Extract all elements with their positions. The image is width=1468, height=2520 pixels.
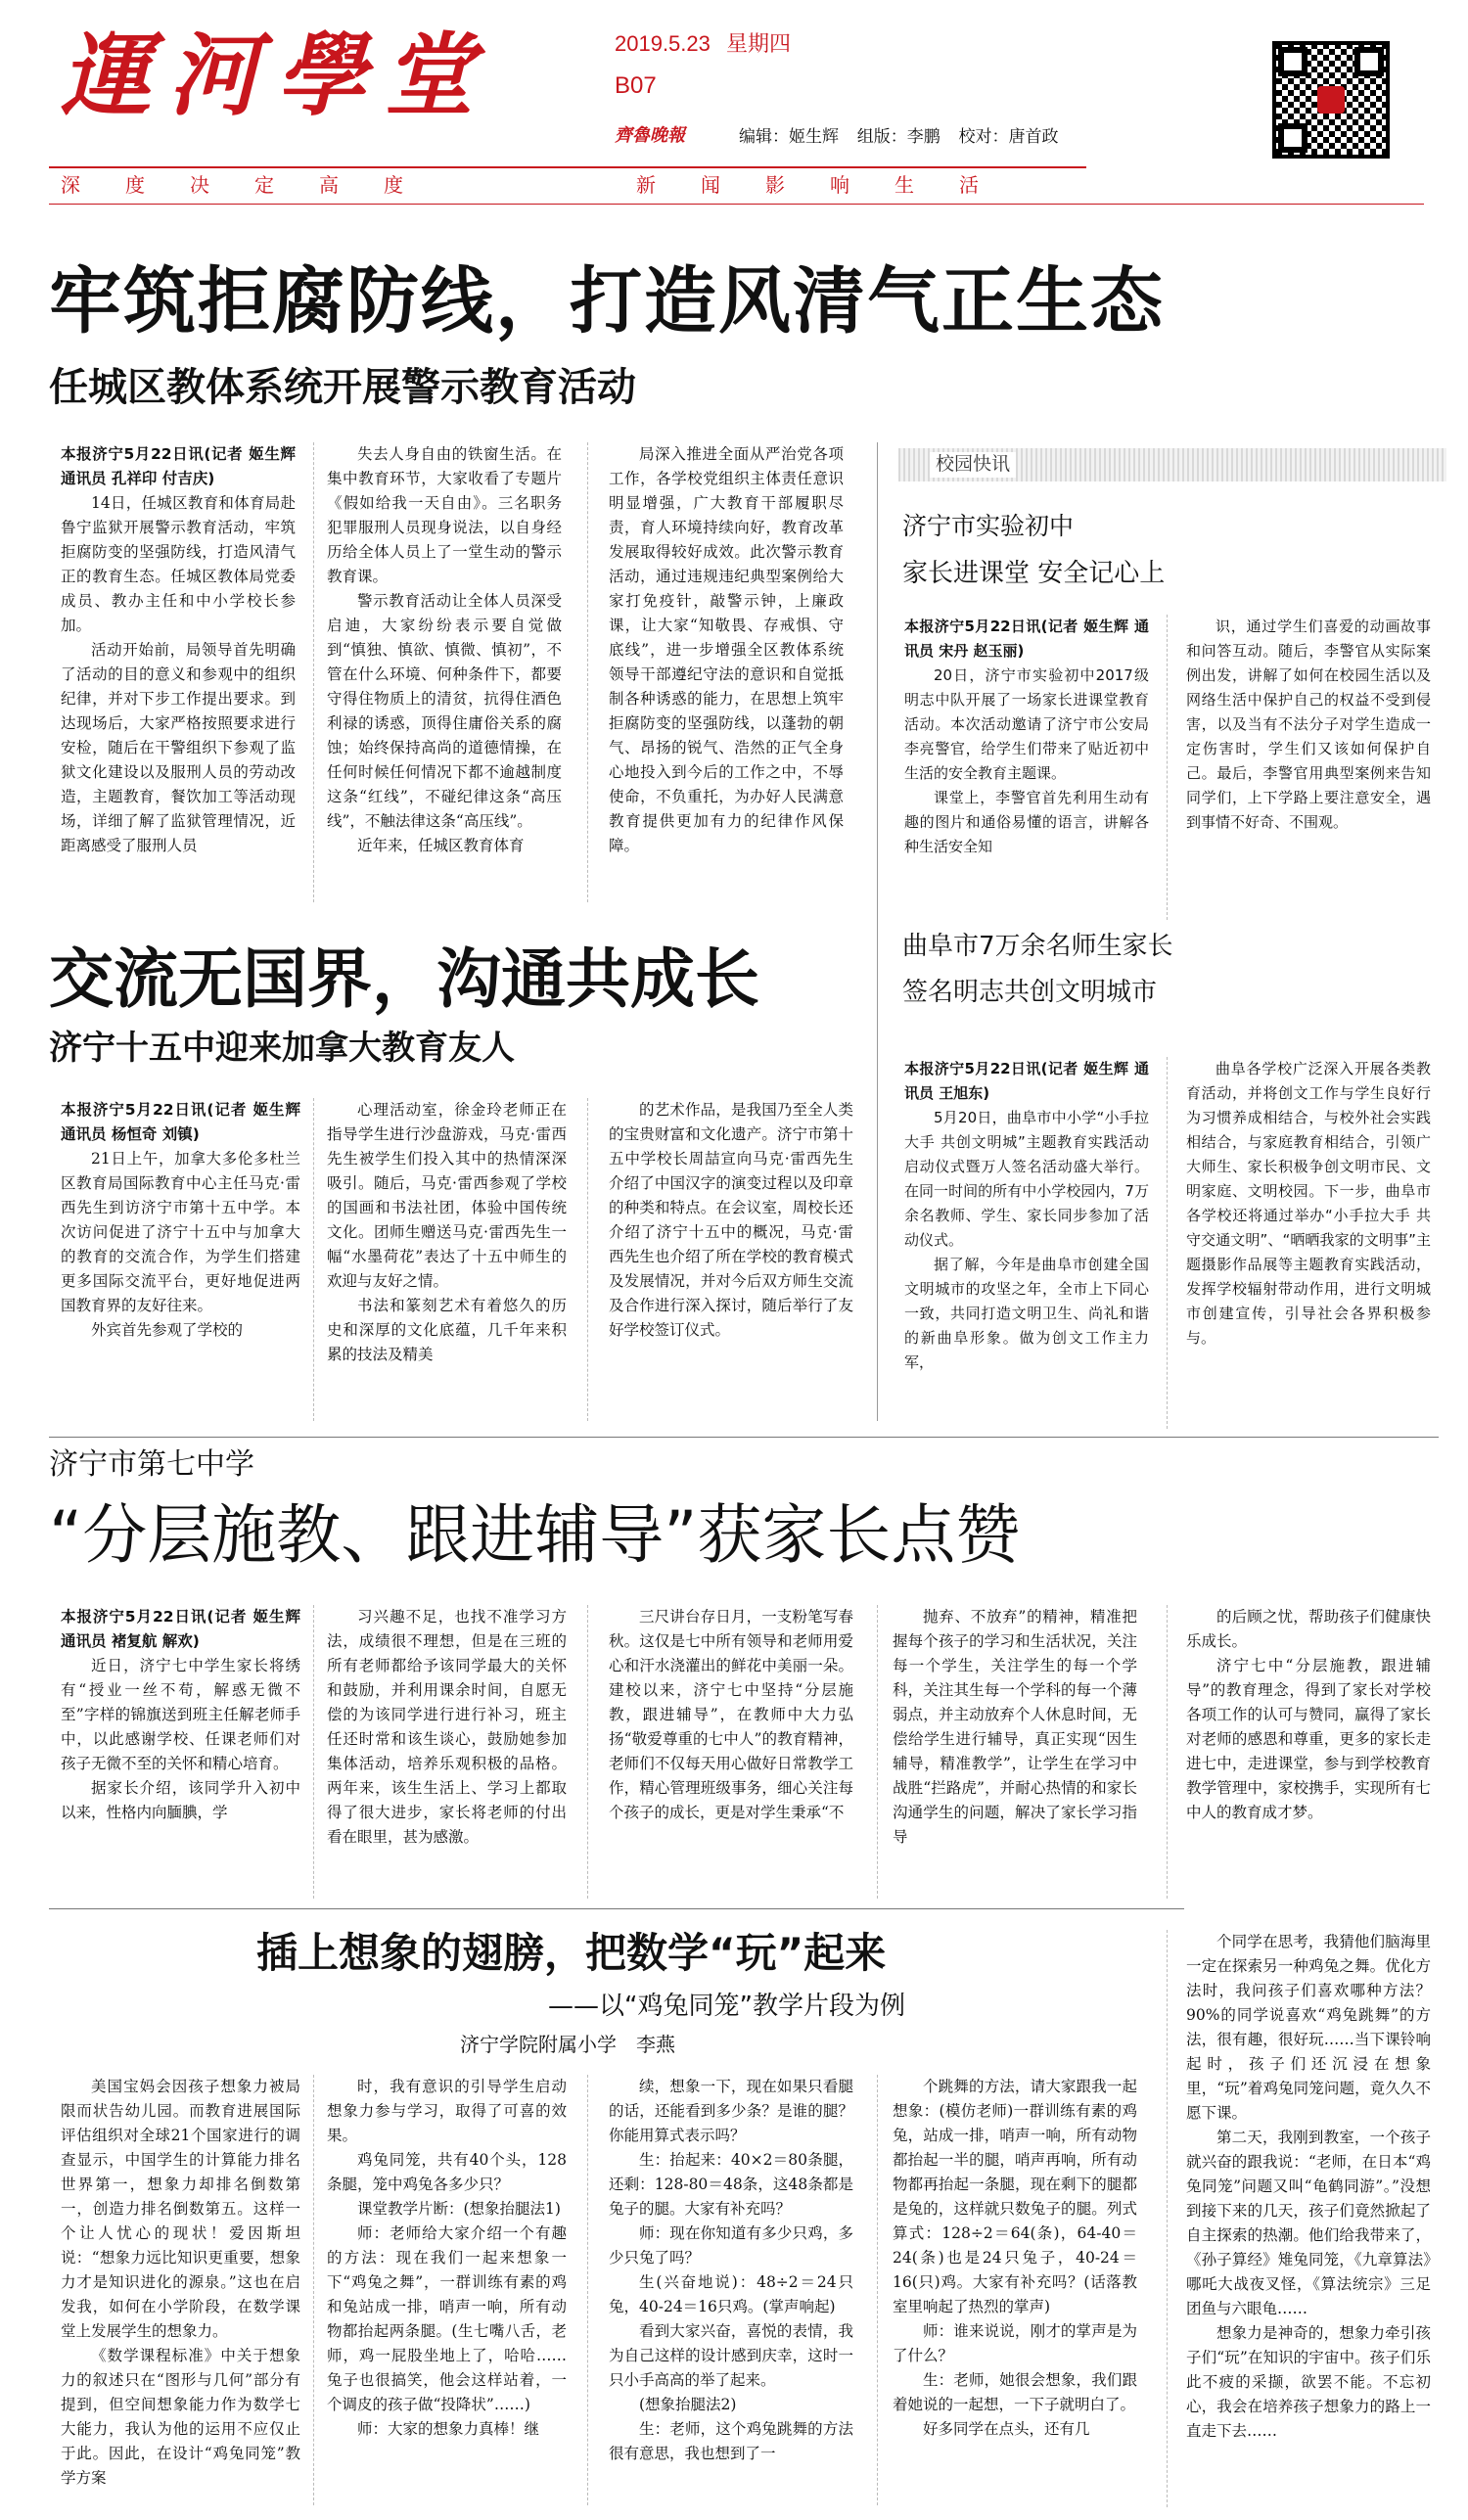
article-column-1 — [61, 442, 296, 902]
paragraph: 三尺讲台存日月，一支粉笔写春秋。这仅是七中所有领导和老师用爱心和汗水浇灌出的鲜花中美丽一朵。建校以来，济宁七中坚持“分层施教，跟进辅导”，在教师中大力弘扬“敬爱尊重的七中人”的教育精神，老师们不仅每天用心做好日常教学工作，精心管理班级事务，细心关注每个孩子的成长，更是对学生秉承“不 — [609, 1608, 853, 1821]
paragraph: 近日，济宁七中学生家长将绣有“授业一丝不苟，解惑无微不至”字样的锦旗送到班主任解老师手中，以此感谢学校、任课老师们对孩子无微不至的关怀和精心培育。 — [61, 1657, 300, 1772]
paragraph: 师：大家的想象力真棒！继 — [357, 2420, 540, 2438]
paragraph: 曲阜各学校广泛深入开展各类教育活动，并将创文工作与学生良好行为习惯养成相结合，与校外社会实践相结合，与家庭教育相结合，引领广大师生、家长积极争创文明市民、文明家庭、文明校园。下一步，曲阜市各学校还将通过举办“小手拉大手 共守交通文明”、“晒晒我家的文明事”主题摄影作品展等主题教育实践活动，发挥学校辐射带动作用，进行文明城市创建宣传，引导社会各界积极参与。 — [1186, 1060, 1431, 1347]
paragraph: 看到大家兴奋，喜悦的表情，我为自己这样的设计感到庆幸，这时一只小手高高的举了起来。 — [609, 2322, 853, 2389]
layout-credit: 组版：李鹏 — [856, 127, 940, 146]
paragraph: 5月20日，曲阜市中小学“小手拉大手 共创文明城”主题教育实践活动启动仪式暨万人签名活动盛大举行。在同一时间的所有中小学校园内，7万余名教师、学生、家长同步参加了活动仪式。 — [904, 1109, 1149, 1249]
paragraph: 书法和篆刻艺术有着悠久的历史和深厚的文化底蕴，几千年来积累的技法及精美 — [327, 1297, 567, 1363]
paragraph: 活动开始前，局领导首先明确了活动的目的意义和参观中的组织纪律，并对下步工作提出要求。到达现场后，大家严格按照要求进行安检，随后在干警组织下参观了监狱文化建设以及服刑人员的劳动改造，主题教育，餐饮加工等活动现场，详细了解了监狱管理情况，近距离感受了服刑人员 — [61, 641, 296, 854]
paragraph: 生(兴奋地说)：48÷2＝24只兔，40-24＝16只鸡。(掌声响起) — [609, 2273, 853, 2315]
article-column-5 — [1186, 1930, 1431, 2507]
paragraph: 警示教育活动让全体人员深受启迪，大家纷纷表示要自觉做到“慎独、慎欲、慎微、慎初”，不管在什么环境、何种条件下，都要守得住物质上的清贫，抗得住酒色利禄的诱惑，顶得住庸俗关系的腐蚀；始终保持高尚的道德情操，在任何时候任何情况下都不逾越制度这条“红线”，不碰纪律这条“高压线”，不触法律这条“高压线”。 — [327, 592, 562, 830]
weekday-text: 星期四 — [726, 31, 792, 56]
paragraph: 师：谁来说说，刚才的掌声是为了什么？ — [893, 2322, 1137, 2364]
paragraph: 生：老师，这个鸡兔跳舞的方法很有意思，我也想到了一 — [609, 2420, 853, 2462]
article-column-4 — [893, 2075, 1137, 2505]
paper-name-logo: 齊魯晚報 — [615, 125, 685, 146]
article-column-1 — [61, 1098, 300, 1421]
article-column-2 — [327, 2075, 567, 2505]
byline: 本报济宁5月22日讯(记者 姬生辉 通讯员 王旭东) — [904, 1060, 1149, 1102]
article-column-2 — [327, 442, 562, 902]
paragraph: 课堂教学片断：(想象抬腿法1) — [357, 2200, 561, 2218]
news-column-1 — [904, 615, 1149, 920]
paragraph: 习兴趣不足，也找不准学习方法，成绩很不理想，但是在三班的所有老师都给予该同学最大的关怀和鼓励，并利用课余时间，自愿无偿的为该同学进行进行补习，班主任还时常和该生谈心，鼓励她参加集体活动，培养乐观积极的品格。两年来，该生生活上、学习上都取得了很大进步，家长将老师的付出看在眼里，甚为感激。 — [327, 1608, 567, 1846]
campus-news-tag-bar — [898, 448, 1446, 481]
qr-code[interactable] — [1272, 41, 1390, 159]
paragraph: 课堂上，李警官首先利用生动有趣的图片和通俗易懂的语言，讲解各种生活安全知 — [904, 789, 1149, 855]
paragraph: 济宁七中“分层施教，跟进辅导”的教育理念，得到了家长对学校各项工作的认可与赞同，赢得了家长对老师的感恩和尊重，更多的家长走进七中，走进课堂，参与到学校教育教学管理中，家校携手，实现所有七中人的教育成才梦。 — [1186, 1657, 1431, 1821]
slogan-left: 深度决定高度 — [61, 175, 448, 197]
byline: 本报济宁5月22日讯(记者 姬生辉 通讯员 宋丹 赵玉丽) — [904, 618, 1149, 660]
paragraph: 鸡兔同笼，共有40个头，128条腿，笼中鸡兔各多少只？ — [327, 2151, 567, 2193]
byline: 本报济宁5月22日讯(记者 姬生辉 通讯员 杨恒奇 刘镇) — [61, 1101, 300, 1143]
paragraph: 生：老师，她很会想象，我们跟着她说的一起想，一下子就明白了。 — [893, 2371, 1137, 2413]
paragraph: 20日，济宁市实验初中2017级明志中队开展了一场家长进课堂教育活动。本次活动邀请了济宁市公安局李亮警官，给学生们带来了贴近初中生活的安全教育主题课。 — [904, 666, 1149, 782]
article-title-line-2: 签名明志共创文明城市 — [902, 978, 1158, 1007]
staff-credits — [739, 126, 1058, 148]
paragraph: 识，通过学生们喜爱的动画故事和问答互动。随后，李警官从实际案例出发，讲解了如何在校园生活以及网络生活中保护自己的权益不受到侵害，以及当有不法分子对学生造成一定伤害时，学生们又该如何保护自己。最后，李警官用典型案例来告知同学们，上下学路上要注意安全，遇到事情不好奇、不围观。 — [1186, 618, 1431, 831]
paragraph: 个跳舞的方法，请大家跟我一起想象：(模仿老师)一群训练有素的鸡兔，站成一排，哨声一响，所有动物都抬起一半的腿，哨声再响，所有动物都再抬起一条腿，现在剩下的腿都是兔的，这样就只数兔子的腿。列式算式：128÷2＝64(条)，64-40＝24(条)也是24只兔子，40-24＝16(只)鸡。大家有补充吗？(话落教室里响起了热烈的掌声) — [893, 2078, 1137, 2315]
proof-credit: 校对：唐首政 — [958, 127, 1059, 146]
paragraph: 心理活动室，徐金玲老师正在指导学生进行沙盘游戏，马克·雷西先生被学生们投入其中的热情深深吸引。随后，马克·雷西参观了学校的国画和书法社团，体验中国传统文化。团师生赠送马克·雷西先生一幅“水墨荷花”表达了十五中师生的欢迎与友好之情。 — [327, 1101, 567, 1290]
paragraph: 《数学课程标准》中关于想象力的叙述只在“图形与几何”部分有提到，但空间想象能力作为数学七大能力，我认为他的运用不应仅止于此。因此，在设计“鸡兔同笼”教学方案 — [61, 2347, 300, 2487]
paragraph: 想象力是神奇的，想象力牵引孩子们“玩”在知识的宇宙中。孩子们乐此不疲的采撷，欲罢不能。不忘初心，我会在培养孩子想象力的路上一直走下去…… — [1186, 2324, 1431, 2440]
paragraph: 时，我有意识的引导学生启动想象力参与学习，取得了可喜的效果。 — [327, 2078, 567, 2144]
paragraph: (想象抬腿法2) — [639, 2396, 737, 2413]
article-title: 插上想象的翅膀，把数学“玩”起来 — [256, 1929, 887, 1977]
article-column-3 — [609, 442, 844, 902]
news-title: 家长进课堂 安全记心上 — [902, 559, 1166, 588]
news-column-2 — [1186, 615, 1431, 920]
slogan-right: 新闻影响生活 — [636, 175, 1024, 197]
paragraph: 21日上午，加拿大多伦多杜兰区教育局国际教育中心主任马克·雷西先生到访济宁市第十五中学。本次访问促进了济宁十五中与加拿大的教育的交流合作，为学生们搭建更多国际交流平台，更好地促进两国教育界的友好往来。 — [61, 1150, 300, 1314]
editor-credit: 编辑：姬生辉 — [739, 127, 839, 146]
article-column-3 — [609, 1605, 853, 1899]
paragraph: 师：现在你知道有多少只鸡，多少只兔了吗？ — [609, 2224, 853, 2267]
byline: 本报济宁5月22日讯(记者 姬生辉 通讯员 褚复航 解欢) — [61, 1608, 300, 1650]
article-column-1 — [61, 2075, 300, 2505]
article-title: 交流无国界，沟通共成长 — [49, 941, 759, 1017]
article-subtitle: 济宁十五中迎来加拿大教育友人 — [49, 1029, 515, 1068]
paragraph: 的艺术作品，是我国乃至全人类的宝贵财富和文化遗产。济宁市第十五中学校长周喆宣向马克·雷西先生介绍了中国汉字的演变过程以及印章的种类和特点。在会议室，周校长还介绍了济宁十五中的概况，马克·雷西先生也介绍了所在学校的教育模式及发展情况，并对今后双方师生交流及合作进行深入探讨，随后举行了友好学校签订仪式。 — [609, 1101, 853, 1339]
paragraph: 失去人身自由的铁窗生活。在集中教育环节，大家收看了专题片《假如给我一天自由》。三名职务犯罪服刑人员现身说法，以自身经历给全体人员上了一堂生动的警示教育课。 — [327, 445, 562, 585]
article-subtitle: 任城区教体系统开展警示教育活动 — [49, 365, 636, 410]
article-column-3 — [609, 2075, 853, 2505]
qufu-column-1 — [904, 1057, 1149, 1429]
qufu-column-2 — [1186, 1057, 1431, 1429]
article-column-4 — [893, 1605, 1137, 1899]
paragraph: 续，想象一下，现在如果只看腿的话，还能看到多少条？是谁的腿？你能用算式表示吗？ — [609, 2078, 853, 2144]
article-column-3 — [609, 1098, 853, 1421]
paragraph: 近年来，任城区教育体育 — [357, 837, 525, 854]
article-author: 济宁学院附属小学 李燕 — [460, 2033, 675, 2056]
page-number: B07 — [615, 72, 657, 99]
paragraph: 师：老师给大家介绍一个有趣的方法：现在我们一起来想象一下“鸡兔之舞”，一群训练有素的鸡和兔站成一排，哨声一响，所有动物都抬起两条腿。(生七嘴八舌，老师，鸡一屁股坐地上了，哈哈……兔子也很搞笑，他会这样站着，一个调皮的孩子做“投降状”……) — [327, 2224, 567, 2413]
paragraph: 外宾首先参观了学校的 — [91, 1321, 244, 1339]
paragraph: 14日，任城区教育和体育局赴鲁宁监狱开展警示教育活动，牢筑拒腐防变的坚强防线，打造风清气正的教育生态。任城区教体局党委成员、教办主任和中小学校长参加。 — [61, 494, 296, 634]
news-kicker: 济宁市实验初中 — [902, 512, 1075, 540]
article-title-line-1: 曲阜市7万余名师生家长 — [902, 932, 1173, 961]
date-text: 2019.5.23 — [615, 31, 711, 56]
paragraph: 第二天，我刚到教室，一个孩子就兴奋的跟我说：“老师，在日本“鸡兔同笼”问题又叫“龟鹤同游”。”没想到接下来的几天，孩子们竟然掀起了自主探索的热潮。他们给我带来了，《孙子算经》雉兔同笼，《九章算法》哪吒大战夜叉怪，《算法统宗》三足团鱼与六眼龟…… — [1186, 2129, 1431, 2317]
paragraph: 美国宝妈会因孩子想象力被局限而状告幼儿园。而教育进展国际评估组织对全球21个国家进行的调查显示，中国学生的计算能力排名世界第一，想象力却排名倒数第一，创造力排名倒数第五。这样一个让人忧心的现状！爱因斯坦说：“想象力远比知识更重要，想象力才是知识进化的源泉。”这也在启发我，如何在小学阶段，在数学课堂上发展学生的想象力。 — [61, 2078, 300, 2340]
paragraph: 据家长介绍，该同学升入初中以来，性格内向腼腆，学 — [61, 1779, 300, 1821]
campus-news-tag: 校园快讯 — [930, 452, 1016, 478]
article-title: “分层施教、跟进辅导”获家长点赞 — [49, 1497, 1021, 1573]
paragraph: 个同学在思考，我猜他们脑海里一定在探索另一种鸡兔之舞。优化方法时，我问孩子们喜欢哪种方法？90%的同学说喜欢“鸡兔跳舞”的方法，很有趣，很好玩……当下课铃响起时，孩子们还沉浸在想象里，“玩”着鸡兔同笼问题，竟久久不愿下课。 — [1186, 1933, 1431, 2122]
paragraph: 的后顾之忧，帮助孩子们健康快乐成长。 — [1186, 1608, 1431, 1650]
article-column-1 — [61, 1605, 300, 1899]
byline: 本报济宁5月22日讯(记者 姬生辉 通讯员 孔祥印 付吉庆) — [61, 445, 296, 487]
paragraph: 抛弃、不放弃”的精神，精准把握每个孩子的学习和生活状况，关注每一个学生，关注学生的每一个学科，关注其生每一个学科的每一个薄弱点，并主动放弃个人休息时间，无偿给学生进行辅导，真正实现“因生辅导，精准教学”，让学生在学习中战胜“拦路虎”，并耐心热情的和家长沟通学生的问题，解决了家长学习指导 — [893, 1608, 1137, 1846]
issue-date — [615, 31, 791, 57]
article-title: 牢筑拒腐防线，打造风清气正生态 — [49, 259, 1165, 344]
article-column-2 — [327, 1098, 567, 1421]
paragraph: 据了解，今年是曲阜市创建全国文明城市的攻坚之年，全市上下同心一致，共同打造文明卫生、尚礼和谐的新曲阜形象。做为创文工作主力军， — [904, 1256, 1149, 1371]
article-kicker: 济宁市第七中学 — [49, 1447, 254, 1482]
masthead-logo: 運河學堂 — [61, 23, 492, 128]
article-subtitle: ——以“鸡兔同笼”教学片段为例 — [548, 1992, 905, 2021]
paragraph: 好多同学在点头，还有几 — [923, 2420, 1090, 2438]
paragraph: 局深入推进全面从严治党各项工作，各学校党组织主体责任意识明显增强，广大教育干部履职尽责，育人环境持续向好，教育改革发展取得较好成效。此次警示教育活动，通过违规违纪典型案例给大家打免疫针，敲警示钟，上廉政课，让大家“知敬畏、存戒惧、守底线”，进一步增强全区教体系统领导干部遵纪守法的意识和自觉抵制各种诱惑的能力，在思想上筑牢拒腐防变的坚强防线，以蓬勃的朝气、昂扬的锐气、浩然的正气全身心地投入到今后的工作之中，不辱使命，不负重托，为办好人民满意教育提供更加有力的纪律作风保障。 — [609, 445, 844, 854]
article-column-2 — [327, 1605, 567, 1899]
paragraph: 生：抬起来：40×2＝80条腿，还剩：128-80＝48条，这48条都是兔子的腿。大家有补充吗？ — [609, 2151, 853, 2218]
article-column-5 — [1186, 1605, 1431, 1899]
